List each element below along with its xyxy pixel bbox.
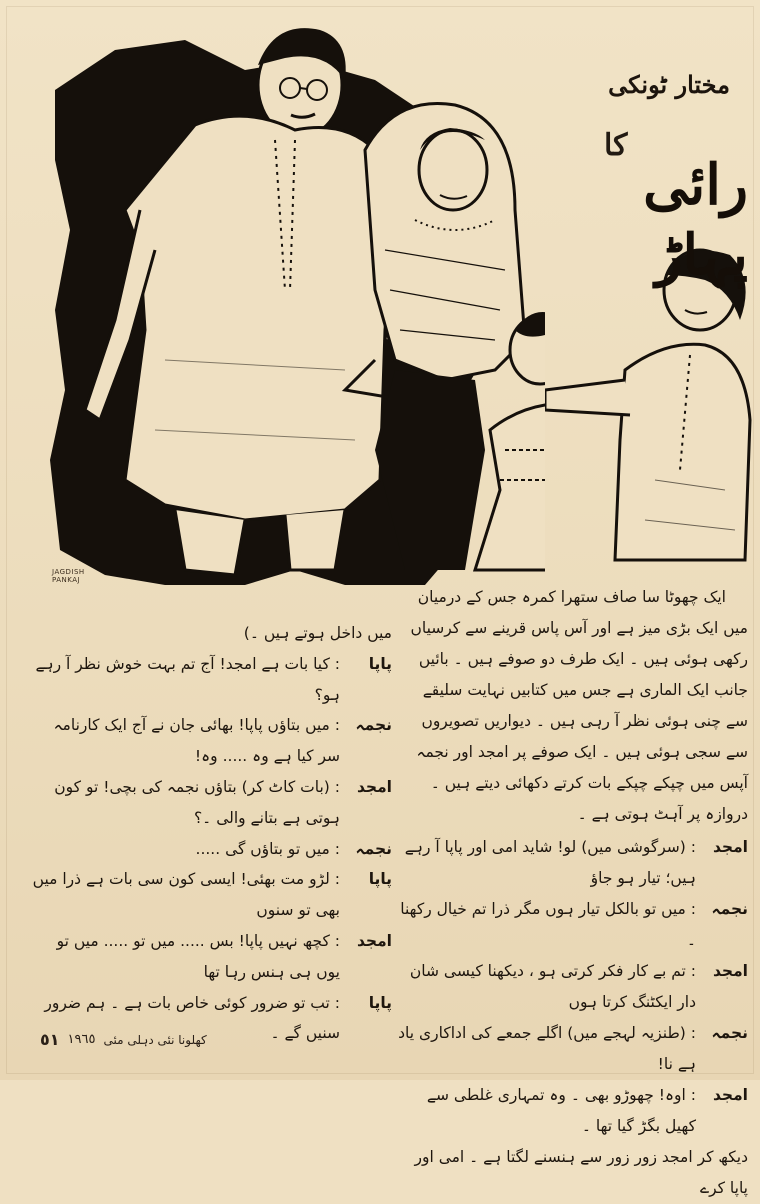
speaker-name: امجد	[712, 838, 748, 856]
dialogue-line	[32, 649, 392, 711]
page-number: ٥١	[40, 1030, 60, 1049]
stage-direction-continued: میں داخل ہوتے ہیں ۔)	[243, 624, 392, 642]
speech-text: : (سرگوشی میں) لو! شاید امی اور پاپا آ رہے ہیں؛ تیار ہو جاؤ	[404, 838, 696, 887]
dialogue-line	[398, 1018, 748, 1080]
left-text-column	[32, 618, 392, 1049]
dialogue-line	[32, 772, 392, 834]
speaker-name: نجمہ	[355, 716, 392, 735]
speaker-name: نجمہ	[711, 1024, 748, 1042]
speaker-name: نجمہ	[355, 839, 392, 858]
speech-text: : تم بے کار فکر کرتی ہو ، دیکھنا کیسی شان دار ایکٹنگ کرتا ہوں	[409, 962, 696, 1011]
speaker-name: امجد	[712, 1086, 748, 1104]
stage-direction: دیکھ کر امجد زور زور سے ہنسنے لگتا ہے ۔ امی اور پاپا کرے	[414, 1148, 748, 1197]
speech-text: : کیا بات ہے امجد! آج تم بہت خوش نظر آ رہے ہو؟	[35, 654, 340, 704]
speech-text: : (بات کاٹ کر) بتاؤں نجمہ کی بچی! تو کون ہوتی ہے بتانے والی ۔؟	[54, 777, 340, 827]
speech-text: : میں بتاؤں پاپا! بھائی جان نے آج ایک کارنامہ سر کیا ہے وہ ..... وہ!	[53, 716, 340, 766]
boy-illustration	[545, 240, 755, 580]
boy-figure	[545, 250, 750, 560]
speaker-name: پاپا	[368, 993, 392, 1012]
right-text-column	[398, 582, 748, 1204]
page-footer	[40, 1030, 220, 1049]
family-illustration	[45, 10, 545, 595]
dialogue-line	[398, 1080, 748, 1142]
dialogue-line	[32, 834, 392, 865]
speech-text: : کچھ نہیں پاپا! بس ..... میں تو ..... میں تو یوں ہی ہنس رہا تھا	[56, 931, 340, 981]
speaker-name: پاپا	[368, 870, 392, 889]
issue-year: ١٩٦٥	[67, 1032, 96, 1047]
dialogue-line	[32, 864, 392, 926]
story-title: رائی پہاڑ	[643, 152, 748, 288]
speech-text: : میں تو بالکل تیار ہوں مگر ذرا تم خیال رکھنا ۔	[400, 900, 696, 949]
speech-text: : لڑو مت بھئی! ایسی کون سی بات ہے ذرا میں بھی تو سنوں	[32, 870, 340, 920]
speech-text: : اوہ! چھوڑو بھی ۔ وہ تمہاری غلطی سے کھیل بگڑ گیا تھا ۔	[426, 1086, 696, 1135]
speech-text: : تب تو ضرور کوئی خاص بات ہے ۔ ہم ضرور سنیں گے ۔	[44, 993, 340, 1043]
speaker-name: نجمہ	[711, 900, 748, 918]
artist-signature: JAGDISH PANKAJ	[52, 568, 85, 584]
speaker-name: امجد	[356, 931, 392, 950]
dialogue-line	[32, 926, 392, 988]
intro-paragraph: ایک چھوٹا سا صاف ستھرا کمرہ جس کے درمیان میں ایک بڑی میز ہے اور آس پاس قرینے سے کرسیاں رکھی ہوئی ہیں ۔ ایک طرف دو صوفے ہیں ۔ بائیں جانب ایک الماری ہے جس میں کتابیں نہایت سلیقے سے چنی ہوئی نظر آ رہی ہیں ۔ دیواریں تصویروں سے سجی ہوئی ہیں ۔ ایک صوفے پر امجد اور نجمہ آپس میں چپکے چپکے بات کرتے دکھائی دیتے ہیں ۔ دروازہ پر آہٹ ہوتی ہے ۔	[410, 588, 748, 823]
dialogue-line	[398, 894, 748, 956]
speaker-name: امجد	[356, 777, 392, 796]
speech-text: : (طنزیہ لہجے میں) اگلے جمعے کی اداکاری یاد ہے نا!	[398, 1024, 696, 1073]
dialogue-line	[398, 956, 748, 1018]
title-connector: کا	[604, 128, 628, 163]
dialogue-line	[32, 710, 392, 772]
speaker-name: پاپا	[368, 654, 392, 673]
dialogue-line	[398, 832, 748, 894]
speaker-name: امجد	[712, 962, 748, 980]
author-name: مختار ٹونکی	[608, 70, 730, 99]
magazine-name: کھلونا نئی دہلی مئی	[103, 1032, 207, 1047]
speech-text: : میں تو بتاؤں گی .....	[195, 839, 340, 858]
